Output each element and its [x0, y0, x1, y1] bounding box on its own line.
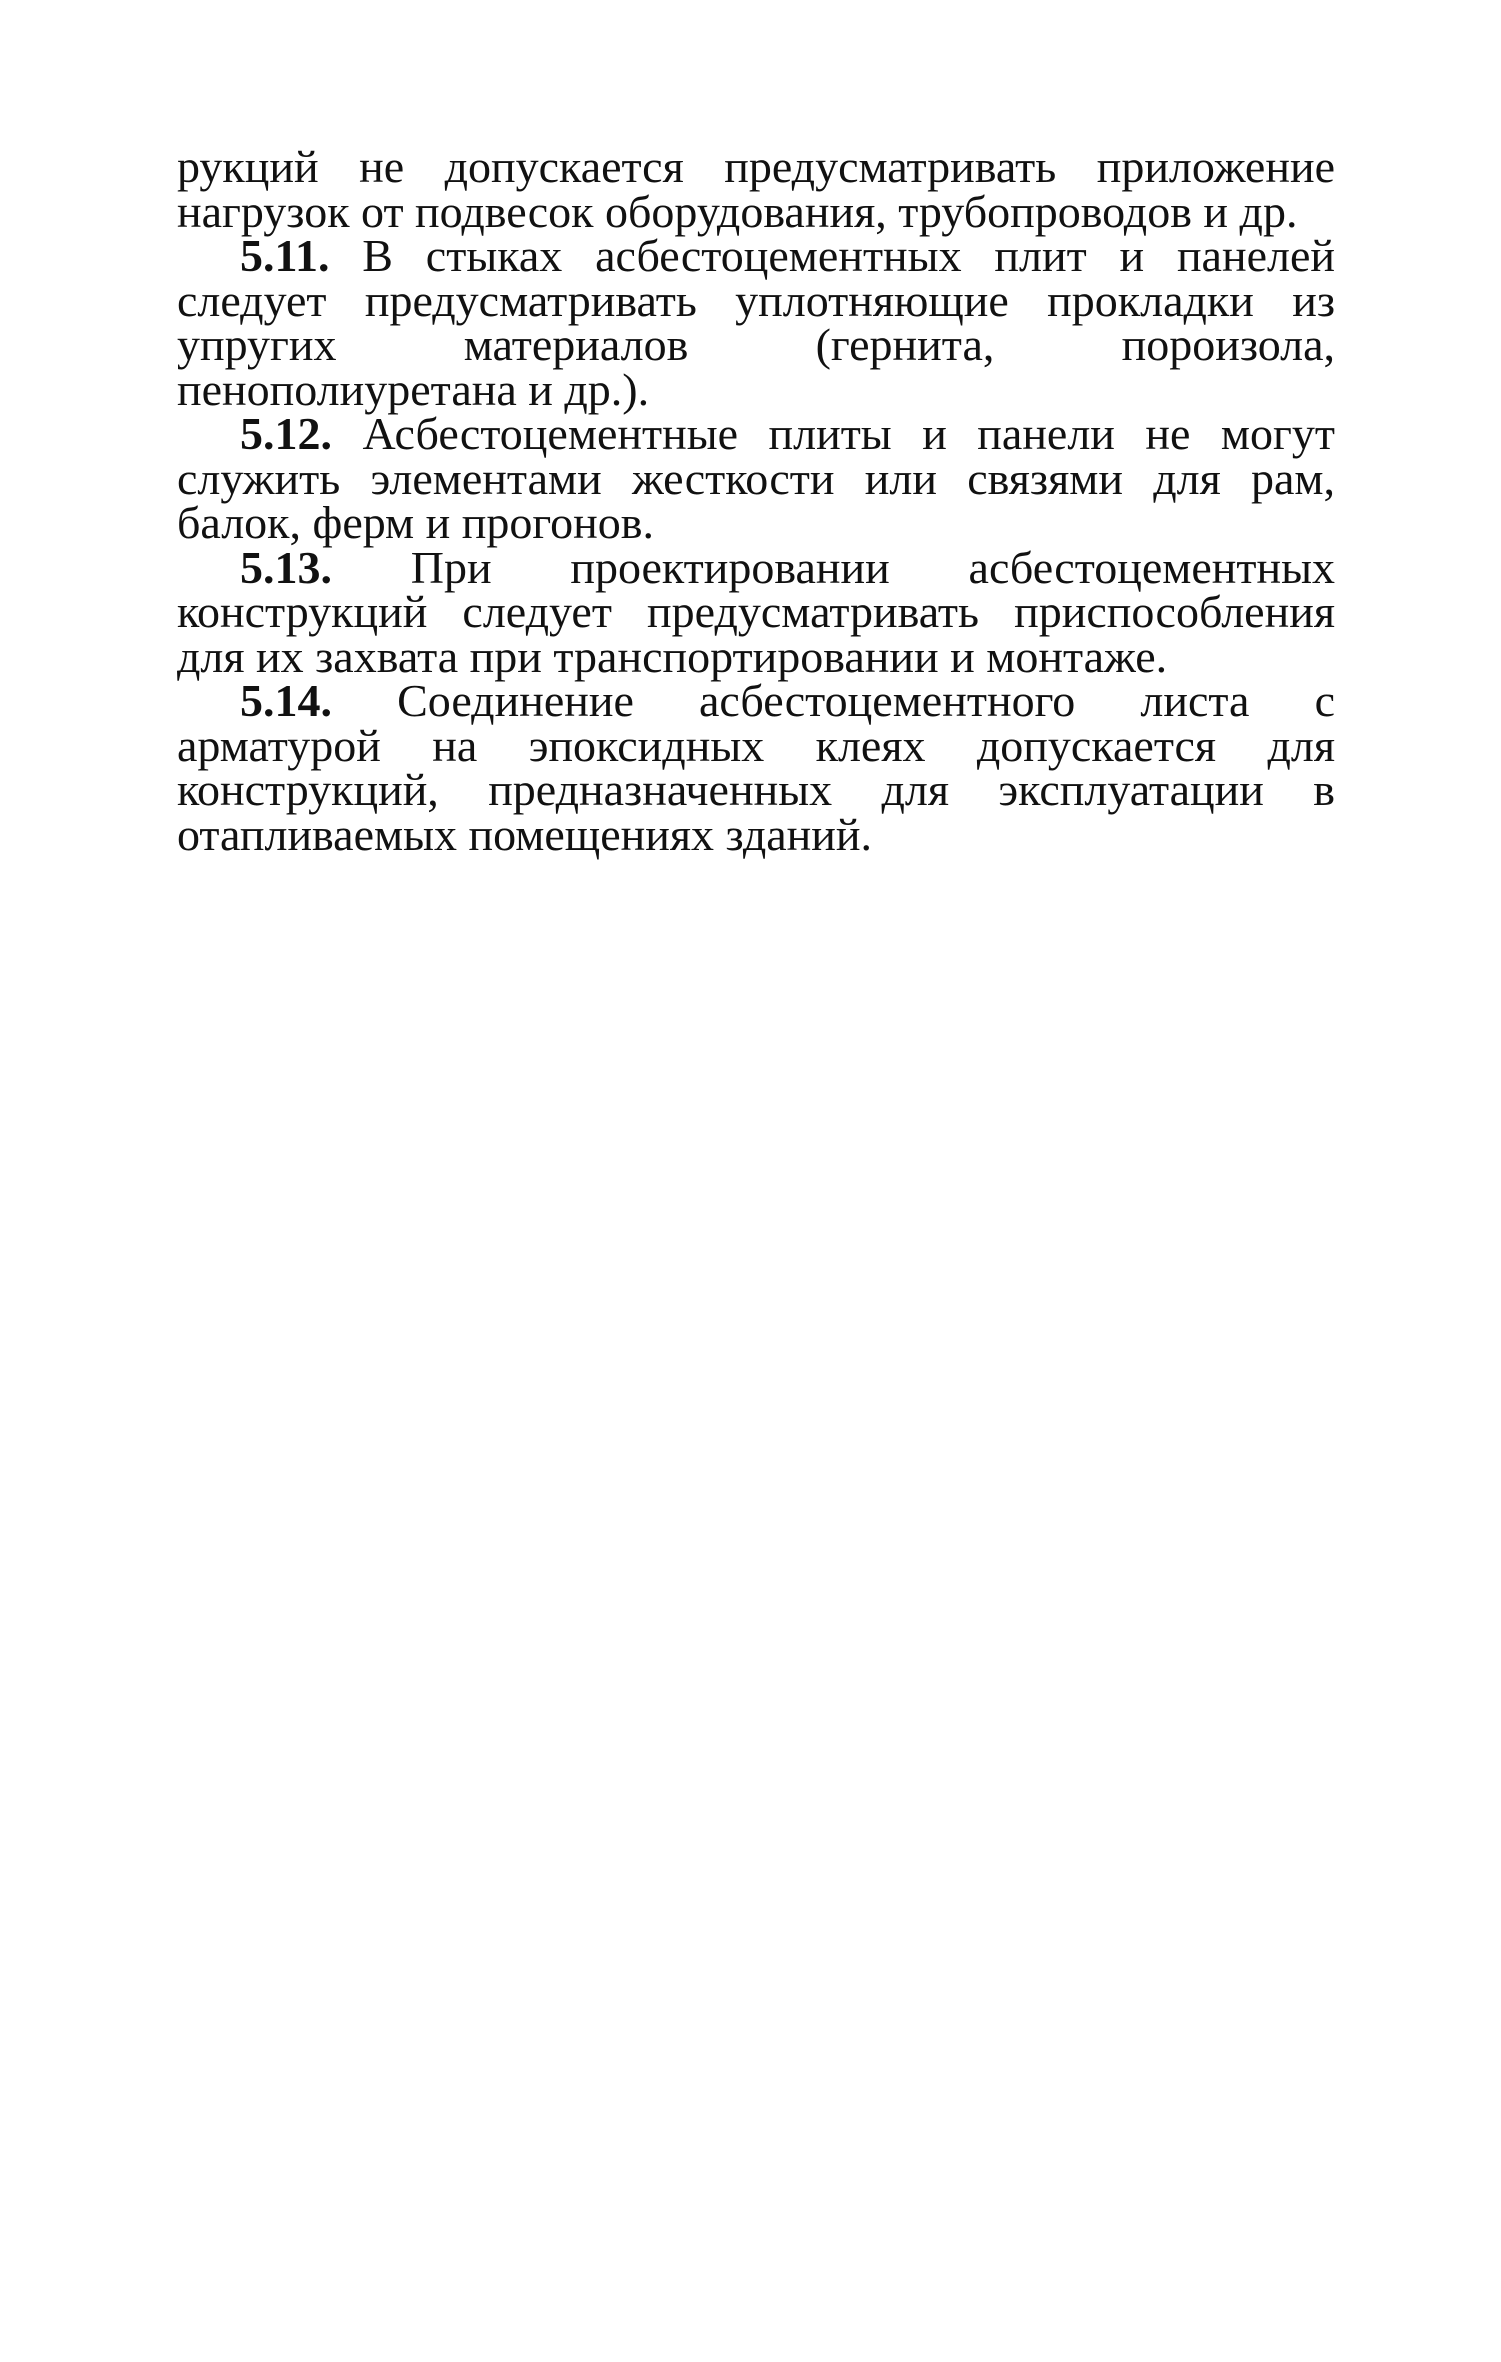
- clause-number: 5.12.: [240, 408, 332, 459]
- clause-number: 5.11.: [240, 230, 330, 281]
- paragraph-text: При проектировании асбестоцементных конструкций следует предусматривать приспособления для их захвата при транспортировании и монтаже.: [177, 541, 1335, 682]
- paragraph-5-11: [177, 230, 1336, 415]
- document-body: [177, 141, 1336, 860]
- paragraph-text: Соединение асбестоцементного листа с арматурой на эпоксидных клеях допускается для конструкций, предназначенных для эксплуатации в отапливаемых помещениях зданий.: [177, 675, 1336, 860]
- clause-number: 5.14.: [240, 675, 332, 726]
- paragraph-text: В стыках асбестоцементных плит и панелей следует предусматривать уплотняющие прокладки из упругих материалов (гернита, пороизола, пенополиуретана и др.).: [177, 230, 1336, 415]
- paragraph-text: рукций не допускается предусматривать приложение нагрузок от подвесок оборудования, трубопроводов и др.: [177, 141, 1335, 237]
- paragraph-5-13: [177, 541, 1335, 682]
- paragraph-5-12: [177, 408, 1335, 548]
- clause-number: 5.13.: [240, 541, 332, 593]
- paragraph-continuation: [177, 141, 1335, 237]
- paragraph-5-14: [177, 675, 1336, 860]
- paragraph-text: Асбестоцементные плиты и панели не могут служить элементами жесткости или связями для рам, балок, ферм и прогонов.: [177, 408, 1335, 548]
